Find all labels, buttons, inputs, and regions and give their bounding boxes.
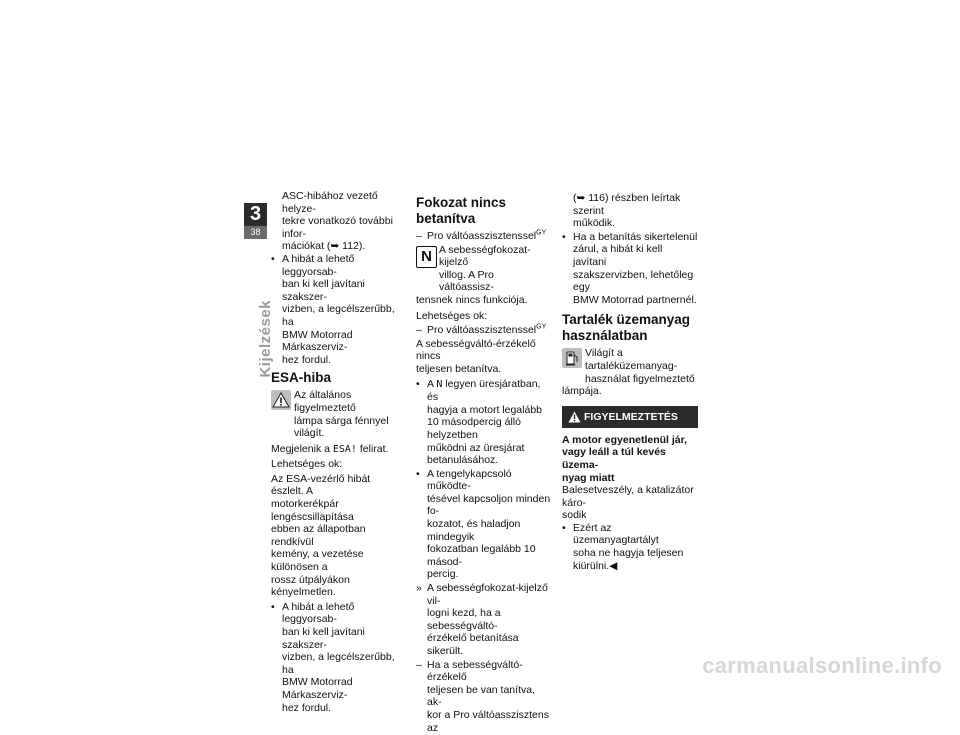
bullet-icon: •	[562, 230, 566, 243]
section-heading-fuel: Tartalék üzemanyag használatban	[562, 312, 691, 344]
list-item: • A tengelykapcsoló működte- tésével kapcsoljon minden fo- kozatot, és haladjon mindegyik fokozatban legalább 10 másod- percig.	[416, 467, 551, 581]
continued-text: ASC-hibához vezető helyze- tekre vonatkozó további infor- mációkat (➥ 112).	[282, 190, 393, 253]
gear-indicator-note: N A sebességfokozat-kijelző villog. A Pro váltóassisz-	[416, 244, 551, 294]
column-2: Fokozat nincs betanítva – Pro váltóasszisztenssel$^{GY}$ N A sebességfokozat-kijelző villog. A Pro váltóassisz- tensnek nincs funkciója. Lehetséges ok: – Pro váltóasszisztenssel$^{GY}$ A sebességváltó-érzékelő nincs teljesen betanítva. • A N legyen üresjáratban, és hagyja a motort legalább 10 másodpercig álló helyzetben működni az üresjárat betanulásához. • A tengelykapcsoló működte- tésével kapcsoljon minden fo- kozatot, és haladjon mindegyik fokozatban legalább 10 másod- percig. » A sebességfokozat-kijelző vil- logni kezd, ha a sebességváltó- érzékelő betanítása sikerült. – Ha a sebességváltó-érzékelő teljesen be van tanítva, ak- kor a Pro váltóasszisztens az	[416, 195, 551, 734]
cause-label: Lehetséges ok:	[271, 458, 343, 471]
dash-icon: –	[416, 230, 422, 242]
page-number: 38	[244, 226, 267, 239]
dash-item: – Pro váltóasszisztenssel$^{GY}$	[416, 323, 547, 337]
list-item: • Ezért az üzemanyagtartályt soha ne hagyja teljesen kiürülni.◀	[562, 521, 684, 572]
result-arrow-icon: »	[416, 582, 422, 595]
fuel-lamp-note: Világít a tartaléküzemanyag- használat figyelmeztető	[562, 347, 698, 385]
column-3: (➥ 116) részben leírtak szerint működik. • Ha a betanítás sikertelenül zárul, a hibát ki kell javítani szakszervizben, lehetőleg egy BMW Motorrad partnernél. Tartalék üzemanyag használatban Világít a tartaléküzemanyag- használat figyelmeztető lámpája. FIGYELMEZTETÉS A motor egyenetlenül jár, vagy leáll a túl kevés üzema- nyag miatt Balesetveszély, a katalizátor káro- sodik • Ezért az üzemanyagtartályt soha ne hagyja teljesen kiürülni.◀	[562, 192, 698, 572]
fuel-pump-icon	[562, 348, 582, 368]
list-item: • A hibát a lehető leggyorsab- ban ki kell javítani szakszer- vizben, a legcélszerűbb, ha BMW Motorrad Márkaszerviz- hez fordul.	[271, 600, 395, 714]
list-item: • A hibát a lehető leggyorsab- ban ki kell javítani szakszer- vizben, a legcélszerűbb, ha BMW Motorrad Márkaszerviz- hez fordul.	[271, 252, 395, 366]
dash-icon: –	[416, 658, 422, 671]
warning-title: A motor egyenetlenül jár, vagy leáll a túl kevés üzema- nyag miatt	[562, 433, 688, 484]
bullet-icon: •	[271, 252, 275, 265]
warning-triangle-icon	[568, 411, 581, 423]
section-heading-gear: Fokozat nincs betanítva	[416, 195, 507, 226]
chapter-number: 3	[249, 203, 262, 225]
list-item: • A N legyen üresjáratban, és hagyja a motort legalább 10 másodpercig álló helyzetben működni az üresjárat betanulásához.	[416, 377, 542, 467]
continued-text: (➥ 116) részben leírtak szerint működik.	[573, 192, 681, 230]
dash-icon: –	[416, 324, 422, 337]
warning-text: Balesetveszély, a katalizátor káro- sodik	[562, 484, 694, 522]
end-mark-icon: ◀	[609, 559, 618, 572]
warning-triangle-icon	[271, 390, 291, 410]
watermark: carmanualsonline.info	[702, 653, 942, 679]
bullet-icon: •	[562, 521, 566, 534]
dash-item: – Pro váltóasszisztenssel$^{GY}$	[416, 229, 547, 242]
chapter-tab	[244, 203, 267, 239]
warning-banner: FIGYELMEZTETÉS	[562, 406, 698, 428]
bullet-icon: •	[416, 467, 420, 480]
cause-text: A sebességváltó-érzékelő nincs teljesen betanítva.	[416, 337, 536, 375]
section-heading-esa: ESA-hiba	[271, 370, 332, 386]
chapter-title: Kijelzések	[257, 300, 274, 378]
display-code: ESA!	[332, 443, 357, 455]
result-item: » A sebességfokozat-kijelző vil- logni kezd, ha a sebességváltó- érzékelő betanítása sikerült.	[416, 582, 548, 657]
column-1	[271, 190, 403, 715]
bullet-icon: •	[271, 600, 275, 613]
cause-label: Lehetséges ok:	[416, 309, 488, 322]
cause-text: Az ESA-vezérlő hibát észlelt. A motorkerékpár lengéscsillapítása ebben az állapotban rendkívül kemény, a vezetése különösen a rossz útpályákon kényelmetlen.	[271, 472, 371, 599]
list-item: • Ha a betanítás sikertelenül zárul, a hibát ki kell javítani szakszervizben, lehetőleg egy BMW Motorrad partnernél.	[562, 230, 698, 306]
gear-n-icon: N	[416, 246, 437, 268]
bullet-icon: •	[416, 377, 420, 390]
dash-item: – Ha a sebességváltó-érzékelő teljesen be van tanítva, ak- kor a Pro váltóasszisztens az	[416, 658, 549, 734]
warning-lamp-note: Az általános figyelmeztető lámpa sárga fénnyel világít.	[271, 389, 403, 439]
display-message: Megjelenik a ESA! felirat.	[271, 442, 389, 455]
